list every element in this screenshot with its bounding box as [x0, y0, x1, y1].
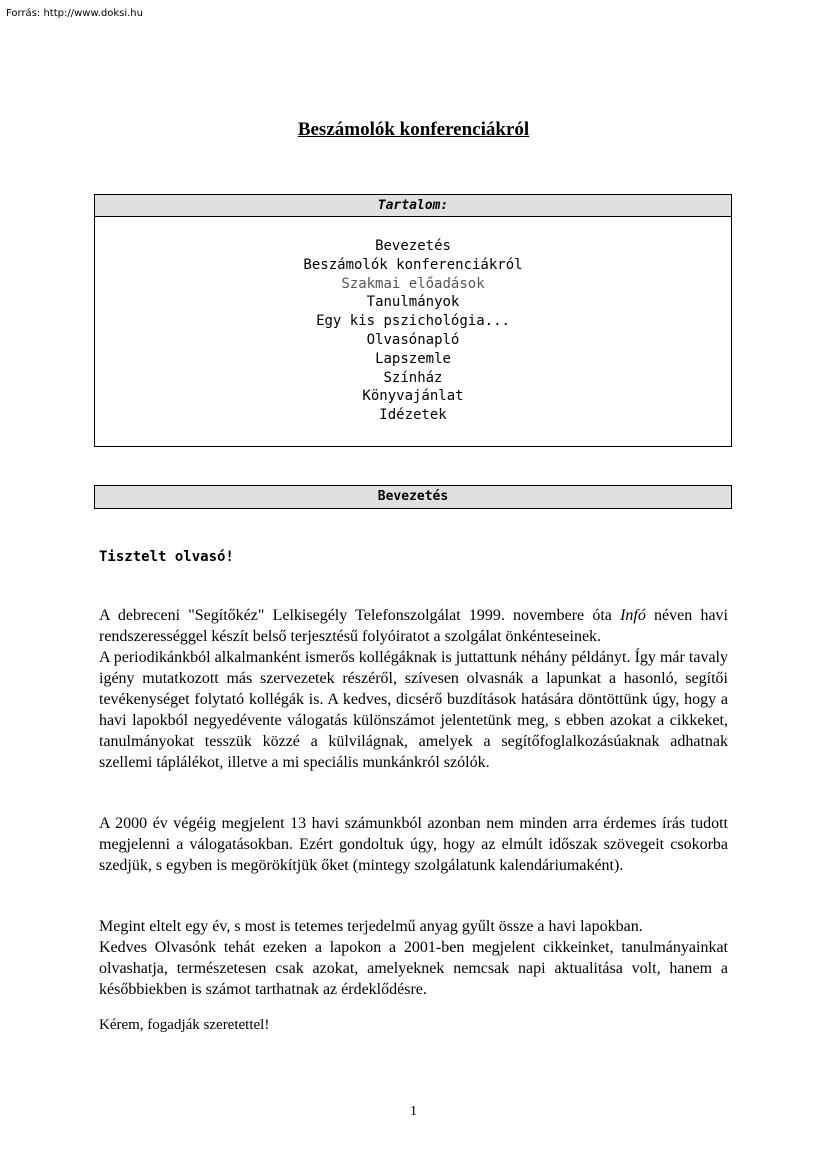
paragraph-3 [99, 916, 728, 1000]
page-number: 1 [410, 1104, 417, 1119]
toc-item-konyvajanlat[interactable]: Könyvajánlat [362, 388, 464, 405]
paragraph-1-text-b: néven havi rendszerességgel készít belső terjesztésű folyóiratot a szolgálat önkénteseinek. [99, 607, 729, 645]
toc-item-tanulmanyok[interactable]: Tanulmányok [366, 294, 460, 311]
toc-heading: Tartalom: [95, 195, 731, 217]
page-title: Beszámolók konferenciákról [297, 119, 530, 140]
toc-item-beszamolok[interactable]: Beszámolók konferenciákról [303, 256, 523, 273]
toc-item-szinhaz[interactable]: Színház [383, 369, 443, 386]
publication-name: Infó [620, 607, 646, 624]
paragraph-3-rest: Kedves Olvasónk tehát ezeken a lapokon a 2001-ben megjelent cikkeinket, tanulmányainkat olvashatja, természetesen csak azokat, amelyeknek nemcsak napi aktualitása volt, hanem a későbbiekben is számot tarthatnak az érdeklődésre. [99, 939, 728, 998]
toc-item-olvasonaplo[interactable]: Olvasónapló [366, 331, 460, 348]
paragraph-3-line-1: Megint eltelt egy év, s most is tetemes terjedelmű anyag gyűlt össze a havi lapokban. [99, 918, 643, 935]
toc-item-lapszemle[interactable]: Lapszemle [375, 350, 451, 367]
section-heading: Bevezetés [95, 486, 731, 508]
toc-item-bevezetes[interactable]: Bevezetés [375, 238, 451, 254]
paragraph-1-continuation: A periodikánkból alkalmanként ismerős kollégáknak is juttattunk néhány példányt. Így már tavaly igény mutatkozott más szervezetek részéről, szívesen olvasnák a lapunkat a hasonló, segítői tevékenységet folytató kollégák is. A kedves, dicsérő buzdítások hatására döntöttünk úgy, hogy a havi lapokból negyedévente válogatás különszámot jelentetünk meg, s ebben azokat a cikkeket, tanulmányokat tesszük közzé a külvilágnak, amelyek a segítőfoglalkozásúaknak adhatnak szellemi táplálékot, illetve a mi speciális munkánkról szólók. [99, 649, 728, 771]
toc-item-idezetek[interactable]: Idézetek [379, 407, 447, 424]
paragraph-2: A 2000 év végéig megjelent 13 havi számunkból azonban nem minden arra érdemes írás tudott megjelenni a válogatásokban. Ezért gondoltuk úgy, hogy az elmúlt időszak szövegeit csokorba szedjük, s egyben is megörökítjük őket (mintegy szolgálatunk kalendáriumaként). [99, 815, 728, 874]
section-header-box [94, 485, 732, 509]
greeting: Tisztelt olvasó! [99, 549, 234, 565]
paragraph-1 [99, 605, 728, 773]
toc-item-szakmai-eloadasok[interactable]: Szakmai előadások [341, 275, 485, 292]
source-label: Forrás: http://www.doksi.hu [6, 8, 143, 19]
toc-item-pszichologia[interactable]: Egy kis pszichológia... [316, 313, 510, 330]
table-of-contents [94, 194, 732, 447]
toc-list [95, 217, 731, 425]
paragraph-1-text-a: A debreceni "Segítőkéz" Lelkisegély Telefonszolgálat 1999. novembere óta [99, 607, 621, 624]
closing-line: Kérem, fogadják szeretettel! [99, 1017, 270, 1033]
